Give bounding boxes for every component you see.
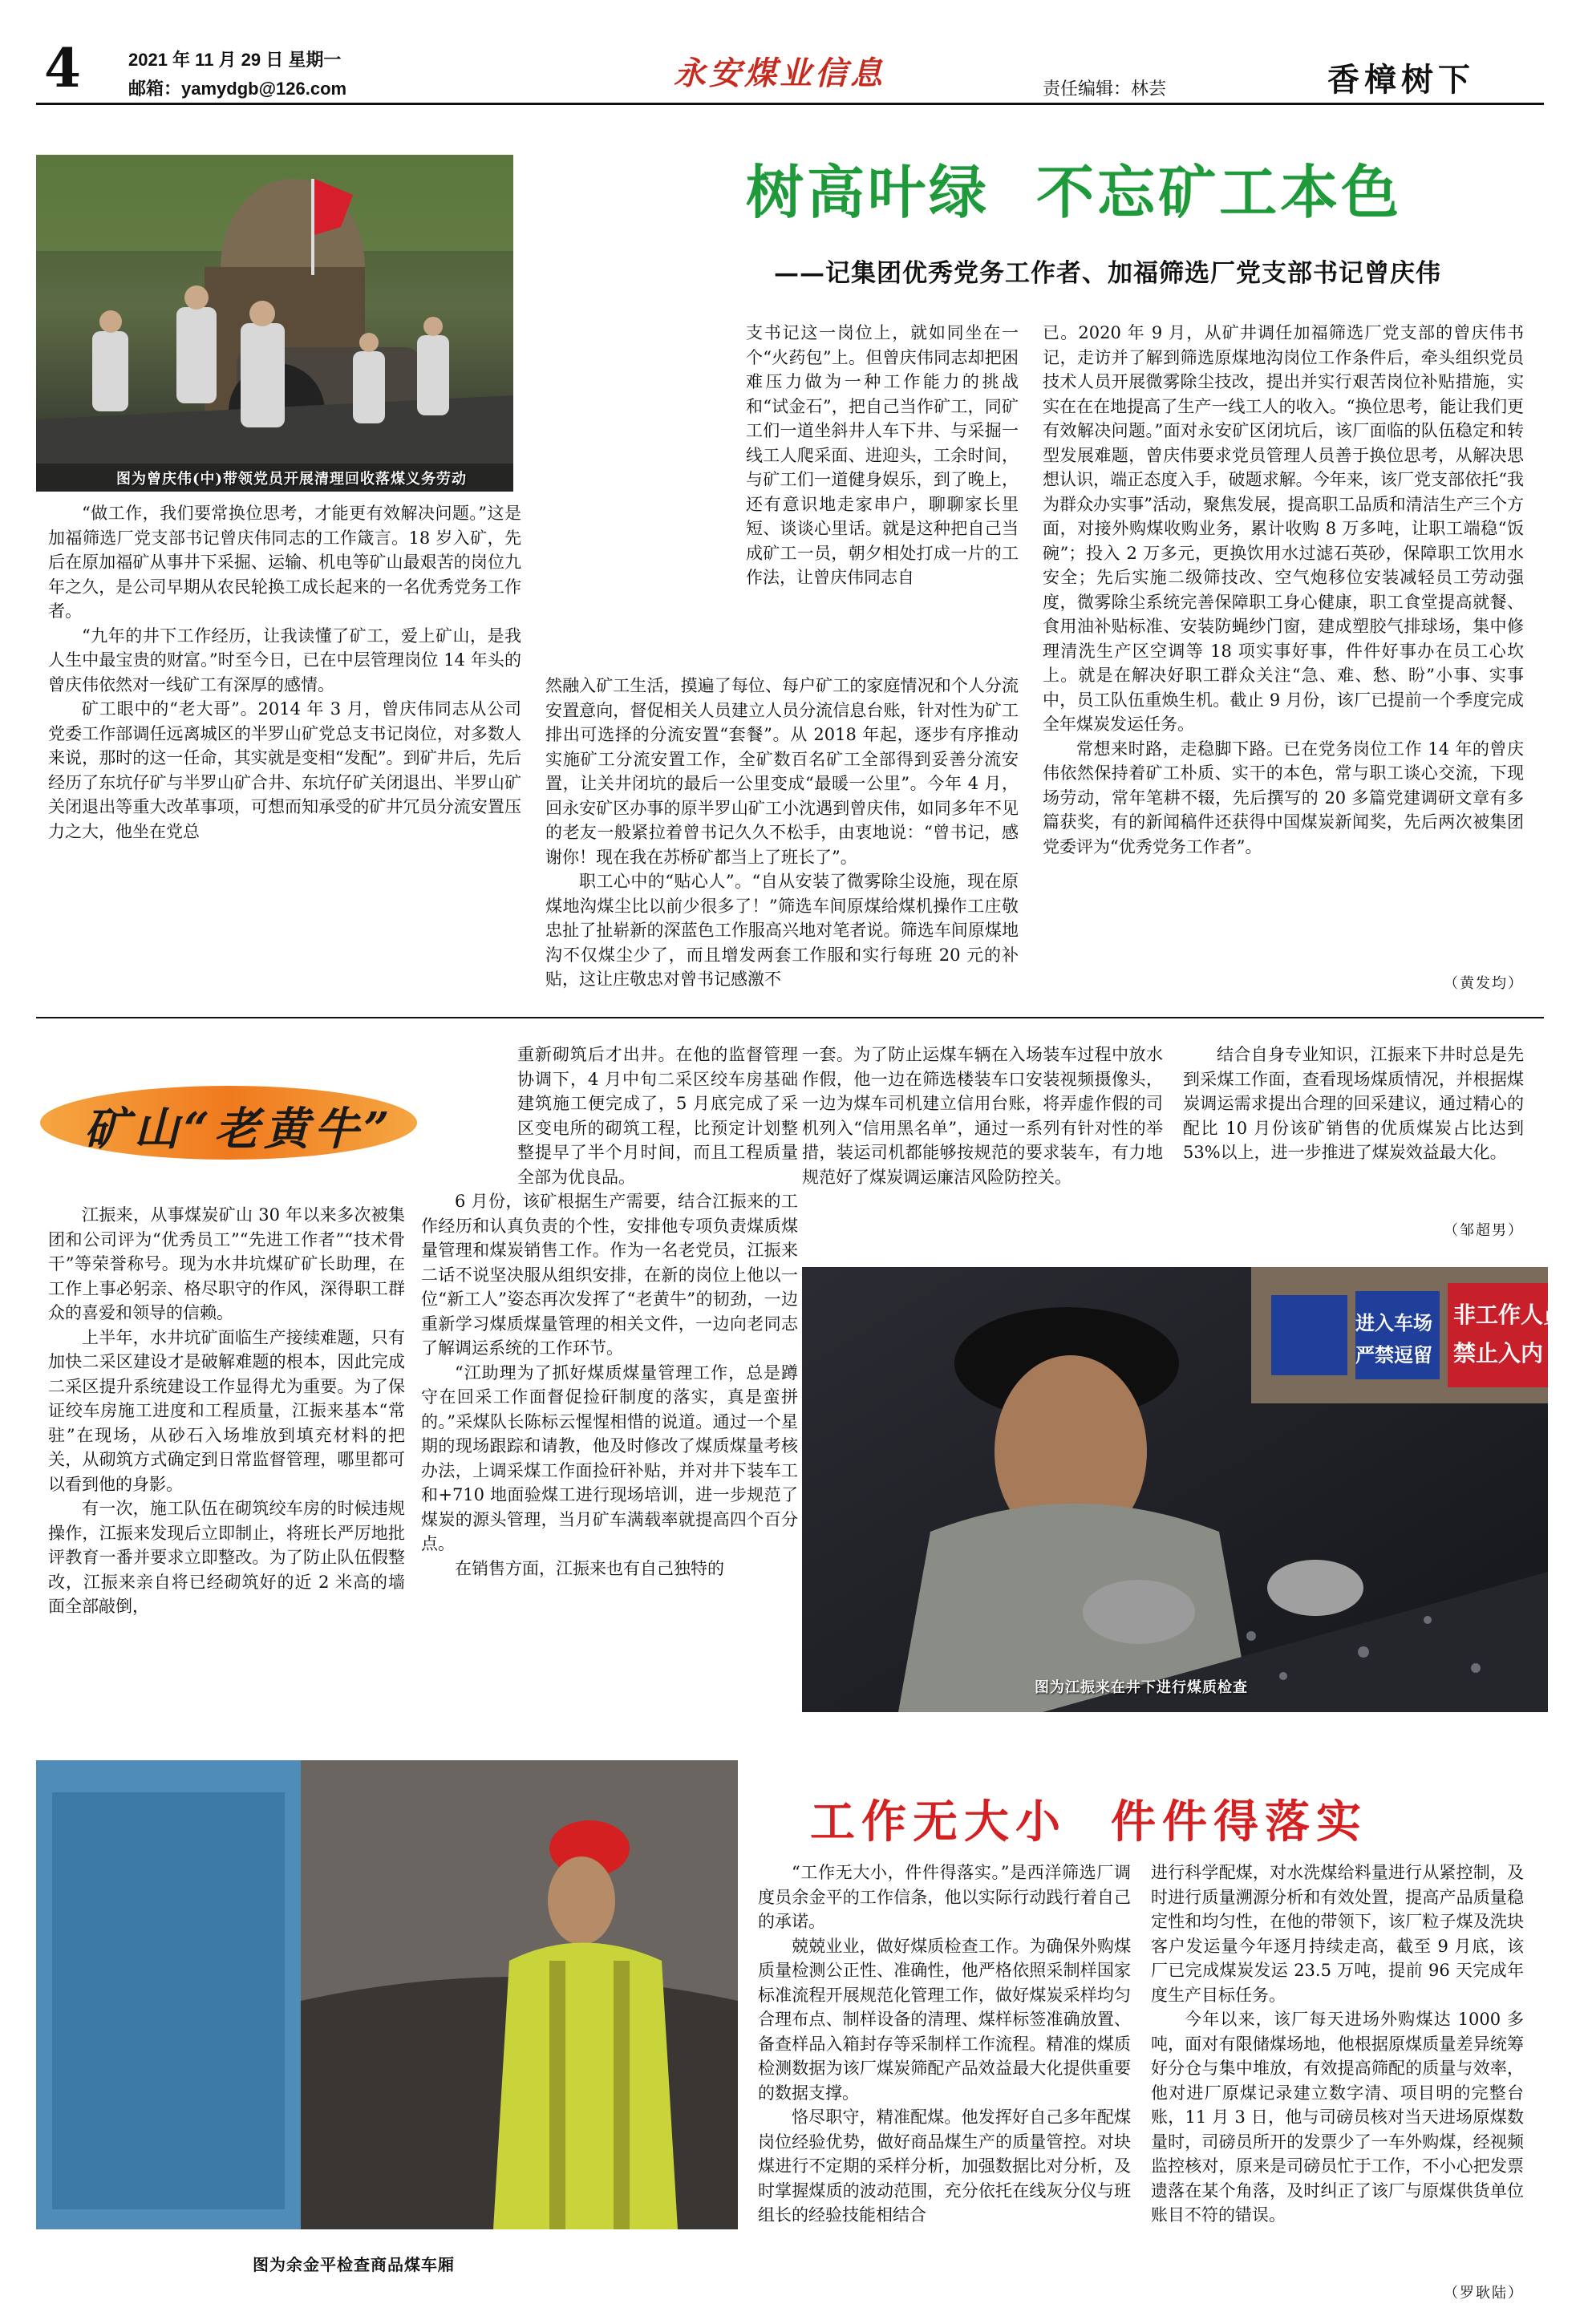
article2-column-1 [48, 1203, 405, 1684]
article1-column-3 [1043, 321, 1524, 966]
article3-photo-caption-line: 图为余金平检查商品煤车厢 [253, 2255, 455, 2274]
article2-photo-caption: 图为江振来在井下进行煤质检查 [1035, 1679, 1248, 1696]
responsible-editor: 责任编辑：林芸 [1043, 79, 1167, 99]
article2-title-badge [36, 1083, 421, 1163]
paragraph: “九年的井下工作经历，让我读懂了矿工，爱上矿山，是我人生中最宝贵的财富。”时至今日，已在中层管理岗位 14 年头的曾庆伟依然对一线矿工有深厚的感情。 [48, 626, 521, 694]
mining-workers-photo [36, 155, 513, 492]
sign-no-entry: 禁止入内 [1453, 1341, 1544, 1366]
article1-title: 树高叶绿 不忘矿工本色 [746, 158, 1403, 226]
issue-date: 2021 年 11 月 29 日 星期一 [128, 50, 342, 70]
paragraph: 职工心中的“贴心人”。“自从安装了微雾除尘设施，现在原煤地沟煤尘比以前少很多了！”筛选车间原煤给煤机操作工庄敬忠扯了扯崭新的深蓝色工作服高兴地对笔者说。筛选车间原煤地沟不仅煤尘少了，而且增发两套工作服和实行每班 20 元的补贴，这让庄敬忠对曾书记感激不 [545, 872, 1019, 989]
article1-column-1 [48, 501, 521, 1002]
section-divider [36, 1017, 1544, 1018]
column-name: 香樟树下 [1327, 61, 1475, 99]
coal-truck-inspection-photo [36, 1760, 738, 2229]
sign-enter-yard: 进入车场 [1355, 1313, 1432, 1334]
paragraph: 6 月份，该矿根据生产需要，结合江振来的工作经历和认真负责的个性，安排他专项负责煤质煤量管理和煤炭销售工作。作为一名老党员，江振来二话不说坚决服从组织安排，在新的岗位上他以一位“新工人”姿态再次发挥了“老黄牛”的韧劲，一边重新学习煤质煤量管理的相关文件，一边向老同志了解调运系统的工作环节。 [421, 1192, 798, 1358]
article1-author: （黄发均） [1444, 975, 1524, 992]
article1-column-2-bottom [545, 674, 1019, 1002]
article3-title: 工作无大小 件件得落实 [810, 1796, 1367, 1848]
paragraph: “工作无大小，件件得落实。”是西洋筛选厂调度员余金平的工作信条，他以实际行动践行着自己的承诺。 [758, 1863, 1131, 1931]
paragraph: 兢兢业业，做好煤质检查工作。为确保外购煤质量检测公正性、准确性，他严格依照采制样国家标准流程开展规范化管理工作，做好煤炭采样均匀合理布点、制样设备的清理、煤样标签准确放置、备查样品入箱封存等采制样工作流程。精准的煤质检测数据为该厂煤炭筛配产品效益最大化提供重要的数据支撑。 [758, 1936, 1131, 2103]
article2-column-4 [1183, 1043, 1524, 1227]
contact-email: 邮箱：yamydgb@126.com [128, 79, 347, 99]
paragraph: 重新砌筑后才出井。在他的监督管理协调下，4 月中旬二采区绞车房基础建筑施工便完成了，5 月底完成了采区变电所的砌筑工程，比预定计划整整提早了半个月时间，而且工程质量全部为优良品。 [517, 1045, 798, 1187]
article3-column-2 [1151, 1860, 1524, 2277]
article2-title: 矿山“老黄牛” [84, 1103, 395, 1156]
article1-photo-caption: 图为曾庆伟(中)带领党员开展清理回收落煤义务劳动 [116, 471, 468, 488]
paragraph: 支书记这一岗位上，就如同坐在一个“火药包”上。但曾庆伟同志却把困难压力做为一种工作能力的挑战和“试金石”，把自己当作矿工，同矿工们一道坐斜井人车下井、与采掘一线工人爬采面、进迎头，工余时间，与矿工们一道健身娱乐，到了晚上，还有意识地走家串户，聊聊家长里短、谈谈心里话。就是这种把自己当成矿工一员，朝夕相处打成一片的工作法，让曾庆伟同志自 [746, 323, 1019, 587]
page-number: 4 [44, 37, 81, 99]
paragraph: “做工作，我们要常换位思考，才能更有效解决问题。”这是加福筛选厂党支部书记曾庆伟同志的工作箴言。18 岁入矿，先后在原加福矿从事井下采掘、运输、机电等矿山最艰苦的岗位九年之久，是公司早期从农民轮换工成长起来的一名优秀党务工作者。 [48, 504, 521, 621]
miner-inspecting-coal-photo [802, 1267, 1566, 1712]
sign-no-loitering: 严禁逗留 [1355, 1345, 1432, 1366]
article3-photo [36, 1760, 738, 2229]
paragraph: 一套。为了防止运煤车辆在入场装车过程中放水作假，他一边在筛选楼装车口安装视频摄像头，一边为煤车司机建立信用台账，将弄虚作假的司机列入“信用黑名单”，通过一系列有针对性的举措，装运司机都能够按规范的要求装车，有力地规范好了煤炭调运廉洁风险防控关。 [802, 1045, 1163, 1187]
paragraph: “江助理为了抓好煤质煤量管理工作，总是蹲守在回采工作面督促捡矸制度的落实，真是蛮拼的。”采煤队长陈标云惺惺相惜的说道。通过一个星期的现场跟踪和请教，他及时修改了煤质煤量考核办法，上调采煤工作面捡矸补贴，并对井下装车工和+710 地面验煤工进行现场培训，进一步规范了煤炭的源头管理，当月矿车满载率就提高四个百分点。 [421, 1362, 798, 1553]
newspaper-title: 永安煤业信息 [674, 55, 885, 92]
paragraph: 结合自身专业知识，江振来下井时总是先到采煤工作面，查看现场煤质情况，并根据煤炭调运需求提出合理的回采建议，通过精心的配比 10 月份该矿销售的优质煤炭占比达到 53%以上，进一步推进了煤炭效益最大化。 [1183, 1045, 1524, 1162]
paragraph: 在销售方面，江振来也有自己独特的 [455, 1558, 724, 1578]
paragraph: 常想来时路，走稳脚下路。已在党务岗位工作 14 年的曾庆伟依然保持着矿工朴质、实干的本色，常与职工谈心交流，下现场劳动，常年笔耕不辍，先后撰写的 20 多篇党建调研文章有多篇获奖，有的新闻稿件还获得中国煤炭新闻奖，先后两次被集团党委评为“优秀党务工作者”。 [1043, 739, 1524, 856]
paragraph: 矿工眼中的“老大哥”。2014 年 3 月，曾庆伟同志从公司党委工作部调任远离城区的半罗山矿党总支书记岗位，对多数人来说，那时的这一任命，其实就是变相“发配”。到矿井后，先后经历了东坑仔矿与半罗山矿合井、东坑仔矿关闭退出、半罗山矿关闭退出等重大改革事项，可想而知承受的矿井冗员分流安置压力之大，他坐在党总 [48, 699, 521, 841]
article2-photo [802, 1267, 1566, 1712]
paragraph: 已。2020 年 9 月，从矿井调任加福筛选厂党支部的曾庆伟书记，走访并了解到筛选原煤地沟岗位工作条件后，牵头组织党员技术人员开展微雾除尘技改，提出并实行艰苦岗位补贴措施，实实在在在地提高了生产一线工人的收入。“换位思考，能让我们更有效解决问题。”面对永安矿区闭坑后，该厂面临的队伍稳定和转型发展难题，曾庆伟要求党员管理人员善于换位思考，从解决思想认识，端正态度入手，破题求解。今年来，该厂党支部依托“我为群众办实事”活动，聚焦发展，提高职工品质和清洁生产三个方面，对接外购煤收购业务，累计收购 8 万多吨，让职工端稳“饭碗”；投入 2 万多元，更换饮用水过滤石英砂，保障职工饮用水安全；先后实施二级筛技改、空气炮移位安装减轻员工劳动强度，微雾除尘系统完善保障职工身心健康，职工食堂提高就餐、食用油补贴标准、安装防蝇纱门窗，建成塑胶气排球场，集中修理清洗生产区空调等 18 项实事好事，件件好事办在员工心坎上。就是在解决好职工群众关注“急、难、愁、盼”小事、实事中，员工队伍重焕生机。截止 9 月份，该厂已提前一个季度完成全年煤炭发运任务。 [1043, 323, 1524, 734]
paragraph: 然融入矿工生活，摸遍了每位、每户矿工的家庭情况和个人分流安置意向，督促相关人员建立人员分流信息台账，针对性为矿工排出可选择的分流安置“套餐”。从 2018 年起，逐步有序推动实施矿工分流安置工作，全矿数百名矿工全部得到妥善分流安置，让关井闭坑的最后一公里变成“最暖一公里”。今年 4 月，回永安矿区办事的原半罗山矿工小沈遇到曾庆伟，如同多年不见的老友一般紧拉着曾书记久久不松手，由衷地说：“曾书记，感谢你！现在我在苏桥矿都当上了班长了”。 [545, 676, 1019, 867]
paragraph: 江振来，从事煤炭矿山 30 年以来多次被集团和公司评为“优秀员工”“先进工作者”“技术骨干”等荣誉称号。现为水井坑煤矿矿长助理，在工作上事必躬亲、格尽职守的作风，深得职工群众的喜爱和领导的信赖。 [48, 1205, 405, 1322]
article1-subtitle: ——记集团优秀党务工作者、加福筛选厂党支部书记曾庆伟 [774, 259, 1441, 288]
article2-author: （邹超男） [1444, 1222, 1524, 1239]
paragraph: 今年以来，该厂每天进场外购煤达 1000 多吨，面对有限储煤场地，他根据原煤质量差异统筹好分仓与集中堆放，有效提高筛配的质量与效率，他对进厂原煤记录建立数字清、项目明的完整台账，11 月 3 日，他与司磅员核对当天进场原煤数量时，司磅员所开的发票少了一车外购煤，经视频监控核对，原来是司磅员忙于工作，不小心把发票遗落在某个角落，及时纠正了该厂与原煤供货单位账目不符的错误。 [1151, 2010, 1524, 2225]
article1-column-2-top [746, 321, 1019, 670]
paragraph: 恪尽职守，精准配煤。他发挥好自己多年配煤岗位经验优势，做好商品煤生产的质量管控。对块煤进行不定期的采样分析，加强数据比对分析，及时掌握煤质的波动范围，充分依托在线灰分仪与班组长的经验技能相结合 [758, 2107, 1131, 2225]
article3-author: （罗耿陆） [1444, 2285, 1524, 2302]
paragraph: 上半年，水井坑矿面临生产接续难题，只有加快二采区建设才是破解难题的根本，因此完成二采区提升系统建设工作显得尤为重要。为了保证绞车房施工进度和工程质量，江振来基本“常驻”在现场，从砂石入场堆放到填充材料的把关，从砌筑方式确定到日常监督管理，哪里都可以看到他的身影。 [48, 1327, 405, 1494]
sign-staff-only: 非工作人员 [1453, 1302, 1566, 1327]
article2-column-3 [802, 1043, 1163, 1251]
article1-photo [36, 155, 513, 492]
article2-column-2 [421, 1043, 798, 1684]
article3-column-1 [758, 1860, 1131, 2310]
masthead-rule [36, 103, 1544, 105]
masthead [0, 0, 1584, 104]
paragraph: 有一次，施工队伍在砌筑绞车房的时候违规操作，江振来发现后立即制止，将班长严厉地批评教育一番并要求立即整改。为了防止队伍假整改，江振来亲自将已经砌筑好的近 2 米高的墙面全部敲倒， [48, 1499, 405, 1616]
paragraph: 进行科学配煤，对水洗煤给料量进行从紧控制，及时进行质量溯源分析和有效处置，提高产品质量稳定性和均匀性，在他的带领下，该厂粒子煤及洗块客户发运量今年逐月持续走高，截至 9 月底，该厂已完成煤炭发运 23.5 万吨，提前 96 天完成年度生产目标任务。 [1151, 1863, 1524, 2005]
